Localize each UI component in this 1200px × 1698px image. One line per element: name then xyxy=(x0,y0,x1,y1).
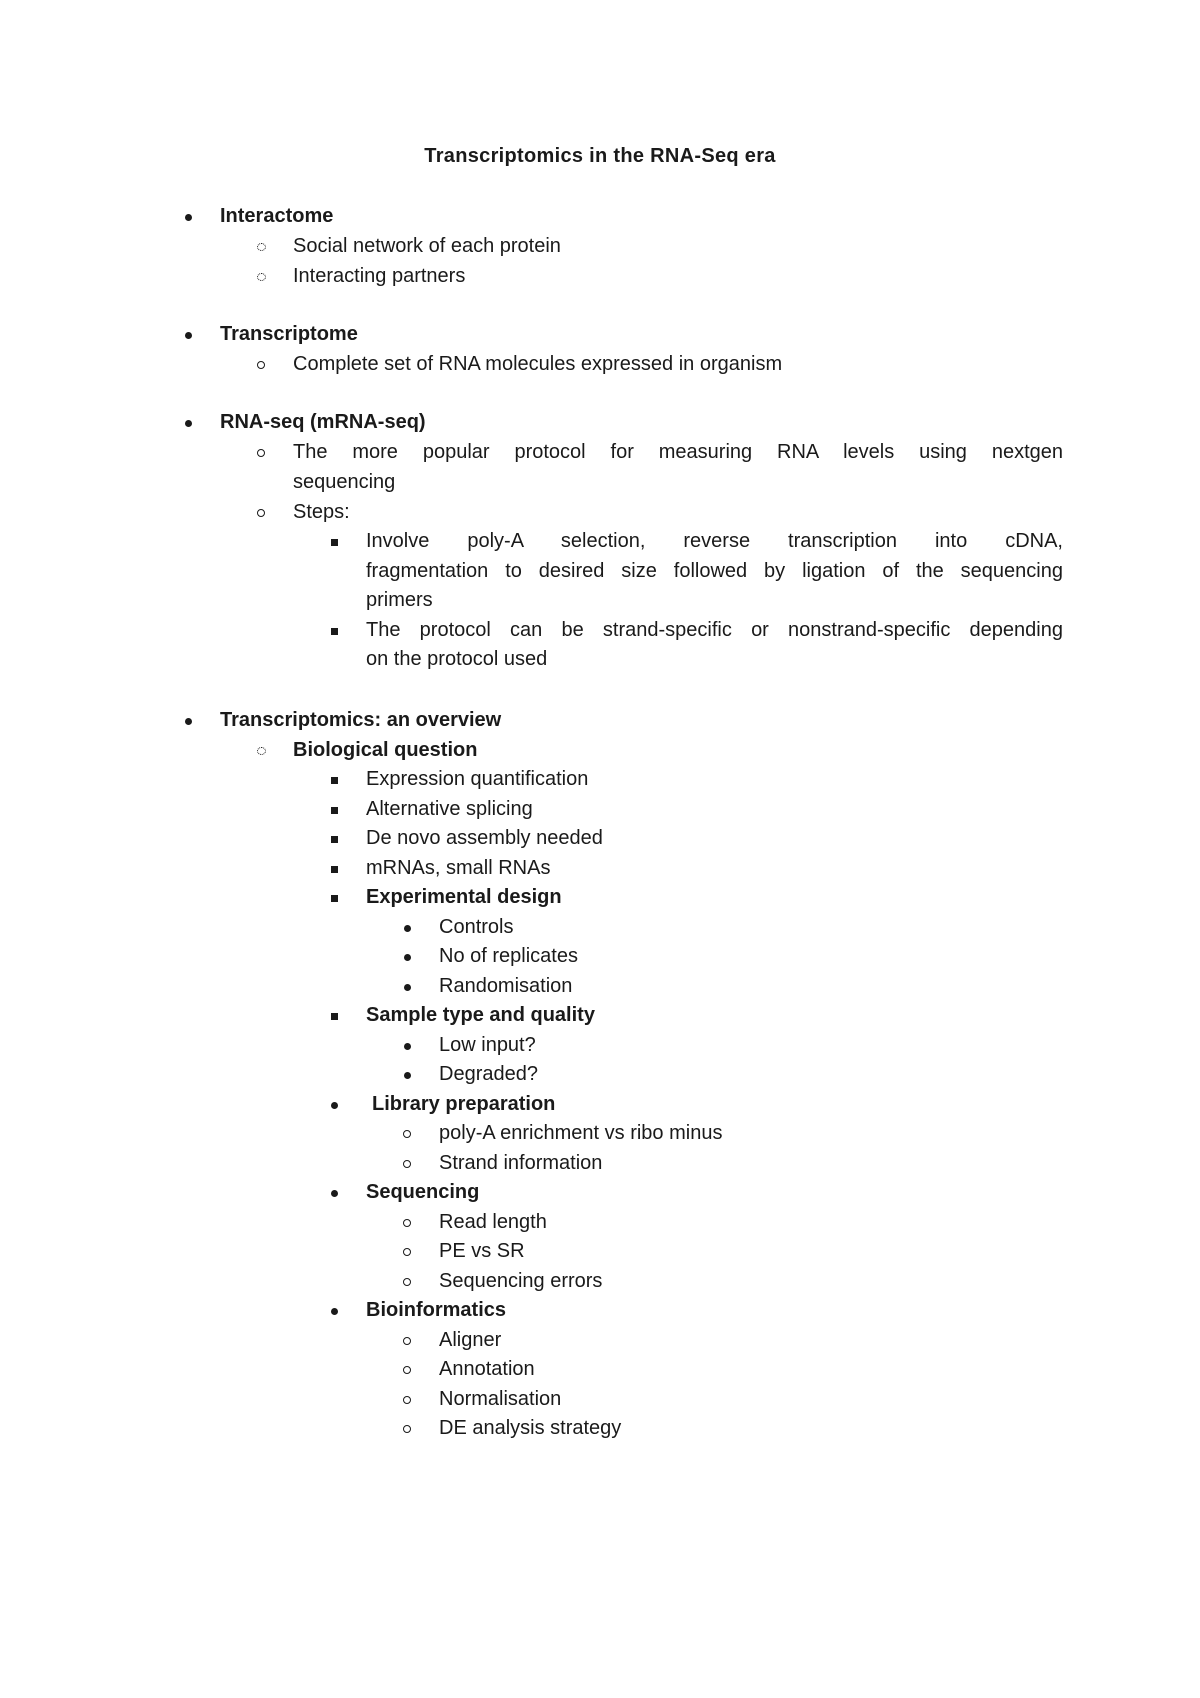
section-heading-interactome: Interactome xyxy=(220,205,334,227)
list-item: DE analysis strategy xyxy=(439,1417,622,1439)
bullet-square-icon xyxy=(328,529,342,553)
list-item: Expression quantification xyxy=(366,768,589,790)
bullet-square-icon xyxy=(328,826,342,850)
bullet-dot-icon xyxy=(182,204,196,228)
bullet-dot-icon xyxy=(401,1062,415,1086)
list-item: Controls xyxy=(439,916,514,938)
paragraph-line: Involve poly-A selection, reverse transcription into cDNA, xyxy=(366,530,1063,552)
subheading-library-preparation: Library preparation xyxy=(372,1093,556,1115)
bullet-circle-icon xyxy=(255,352,269,376)
bullet-circle-icon xyxy=(401,1416,415,1440)
list-item: Aligner xyxy=(439,1329,502,1351)
bullet-dot-icon xyxy=(182,410,196,434)
section-heading-rnaseq: RNA-seq (mRNA-seq) xyxy=(220,411,426,433)
bullet-square-icon xyxy=(328,856,342,880)
bullet-dot-icon xyxy=(401,1033,415,1057)
paragraph-line: on the protocol used xyxy=(366,648,548,670)
bullet-dot-icon xyxy=(182,708,196,732)
bullet-dot-icon xyxy=(328,1180,342,1204)
bullet-square-icon xyxy=(328,797,342,821)
bullet-square-icon xyxy=(328,885,342,909)
bullet-circle-icon xyxy=(401,1210,415,1234)
list-item: Social network of each protein xyxy=(293,235,561,257)
paragraph-line: fragmentation to desired size followed by ligation of the sequencing xyxy=(366,560,1063,582)
bullet-dotted-circle-icon xyxy=(255,264,269,288)
bullet-square-icon xyxy=(328,1003,342,1027)
bullet-dot-icon xyxy=(401,944,415,968)
list-item: Degraded? xyxy=(439,1063,538,1085)
list-item: Read length xyxy=(439,1211,547,1233)
bullet-square-icon xyxy=(328,767,342,791)
bullet-circle-icon xyxy=(401,1328,415,1352)
paragraph-line: The protocol can be strand-specific or nonstrand-specific depending xyxy=(366,619,1063,641)
document-title: Transcriptomics in the RNA-Seq era xyxy=(424,145,776,167)
paragraph-line: sequencing xyxy=(293,471,396,493)
list-item: Normalisation xyxy=(439,1388,562,1410)
bullet-dot-icon xyxy=(401,915,415,939)
bullet-circle-icon xyxy=(401,1151,415,1175)
bullet-square-icon xyxy=(328,618,342,642)
bullet-dot-icon xyxy=(182,322,196,346)
paragraph-line: The more popular protocol for measuring RNA levels using nextgen xyxy=(293,441,1063,463)
list-item: Steps: xyxy=(293,501,350,523)
bullet-circle-icon xyxy=(401,1387,415,1411)
list-item: mRNAs, small RNAs xyxy=(366,857,551,879)
bullet-circle-icon xyxy=(255,440,269,464)
section-heading-transcriptome: Transcriptome xyxy=(220,323,358,345)
subheading-biological-question: Biological question xyxy=(293,739,478,761)
bullet-dot-icon xyxy=(401,974,415,998)
bullet-dotted-circle-icon xyxy=(255,738,269,762)
list-item: Interacting partners xyxy=(293,265,466,287)
list-item: Annotation xyxy=(439,1358,535,1380)
paragraph-line: primers xyxy=(366,589,433,611)
bullet-dotted-circle-icon xyxy=(255,234,269,258)
list-item: poly-A enrichment vs ribo minus xyxy=(439,1122,723,1144)
bullet-circle-icon xyxy=(401,1121,415,1145)
bullet-dot-icon xyxy=(328,1092,342,1116)
list-item: Randomisation xyxy=(439,975,573,997)
bullet-circle-icon xyxy=(401,1239,415,1263)
bullet-circle-icon xyxy=(401,1357,415,1381)
section-heading-overview: Transcriptomics: an overview xyxy=(220,709,502,731)
subheading-experimental-design: Experimental design xyxy=(366,886,562,908)
list-item: Alternative splicing xyxy=(366,798,533,820)
list-item: De novo assembly needed xyxy=(366,827,603,849)
subheading-bioinformatics: Bioinformatics xyxy=(366,1299,507,1321)
list-item: PE vs SR xyxy=(439,1240,525,1262)
list-item: Complete set of RNA molecules expressed in organism xyxy=(293,353,783,375)
list-item: Sequencing errors xyxy=(439,1270,603,1292)
bullet-circle-icon xyxy=(255,500,269,524)
list-item: No of replicates xyxy=(439,945,578,967)
list-item: Low input? xyxy=(439,1034,536,1056)
bullet-dot-icon xyxy=(328,1298,342,1322)
subheading-sequencing: Sequencing xyxy=(366,1181,480,1203)
list-item: Strand information xyxy=(439,1152,603,1174)
subheading-sample-type: Sample type and quality xyxy=(366,1004,595,1026)
bullet-circle-icon xyxy=(401,1269,415,1293)
